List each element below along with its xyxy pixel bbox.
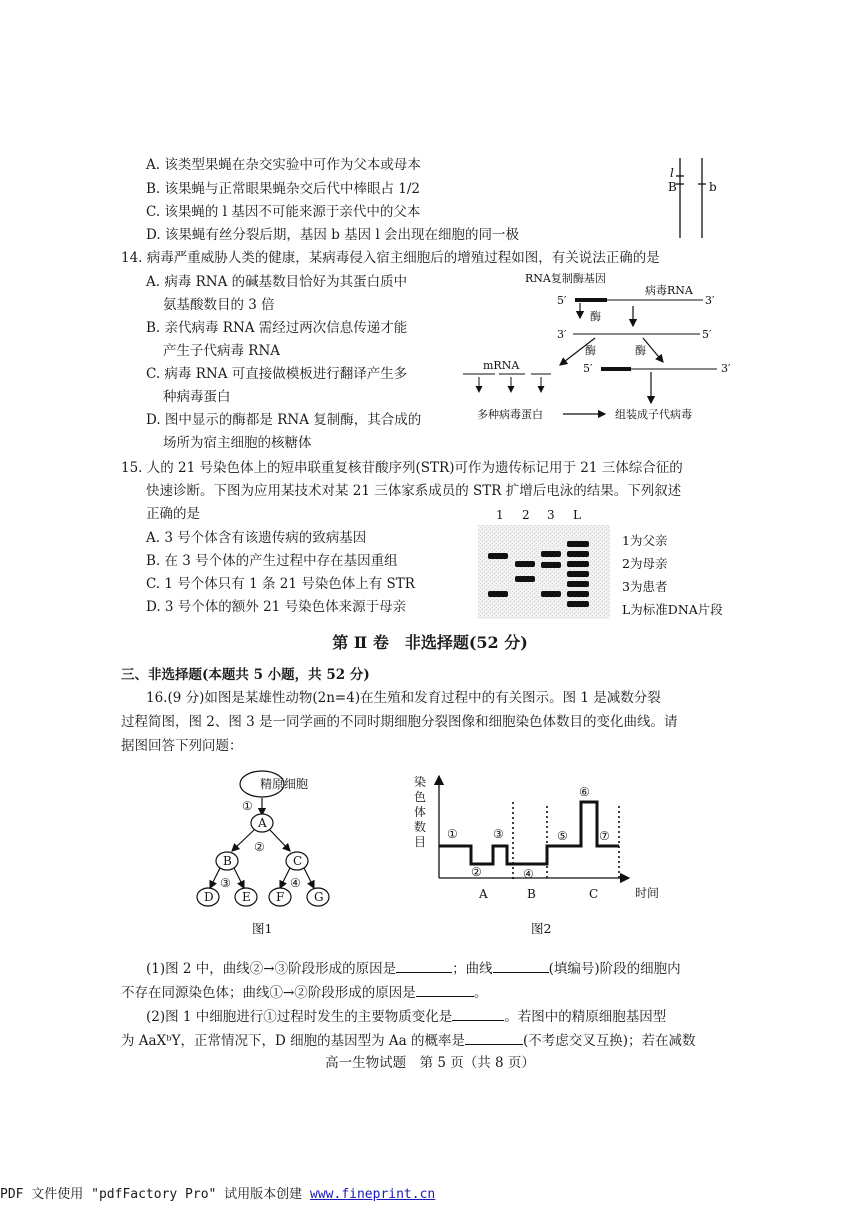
gel-lane-3-label: 3 bbox=[547, 508, 555, 522]
q16-stem-line1: 16.(9 分)如图是某雄性动物(2n=4)在生殖和发育过程中的有关图示。图 1 是减数分裂 bbox=[146, 690, 661, 706]
gel-band bbox=[488, 591, 508, 597]
spermatogonium-label: 精原细胞 bbox=[260, 777, 309, 791]
q13-option-c: C. 该果蝇的 l 基因不可能来源于亲代中的父本 bbox=[146, 204, 421, 220]
answer-blank-5[interactable] bbox=[465, 1030, 523, 1045]
q14-enzyme-1: 酶 bbox=[590, 310, 601, 323]
gel-legend-father: 1为父亲 bbox=[622, 533, 668, 548]
q15-option-c: C. 1 号个体只有 1 条 21 号染色体上有 STR bbox=[146, 576, 415, 592]
fig2-stage-2: ② bbox=[471, 865, 482, 879]
gel-lane-2-label: 2 bbox=[522, 508, 530, 522]
fig2-stage-7: ⑦ bbox=[599, 829, 610, 843]
q13-option-b: B. 该果蝇与正常眼果蝇杂交后代中棒眼占 1/2 bbox=[146, 181, 421, 197]
q16-stem-line2: 过程简图，图 2、图 3 是一同学画的不同时期细胞分裂图像和细胞染色体数目的变化曲线。请 bbox=[121, 714, 678, 730]
gel-lane-L-label: L bbox=[573, 508, 581, 522]
step-1-label: ① bbox=[242, 799, 253, 813]
cell-E-label: E bbox=[242, 890, 251, 904]
q14-three-prime-2: 3′ bbox=[557, 328, 567, 341]
q16-sub2-line1: (2)图 1 中细胞进行①过程时发生的主要物质变化是 。若图中的精原细胞基因型 bbox=[146, 1006, 666, 1026]
q14-mrna-label: mRNA bbox=[483, 359, 520, 372]
fineprint-link[interactable]: www.fineprint.cn bbox=[310, 1187, 436, 1202]
fig2-phase-C: C bbox=[589, 887, 599, 901]
fig2-stage-1: ① bbox=[447, 827, 458, 841]
fig2-curve bbox=[439, 802, 619, 864]
q14-enzyme-3: 酶 bbox=[635, 344, 646, 357]
fig2-ylabel-2: 色 bbox=[414, 790, 427, 804]
cell-C-label: C bbox=[293, 854, 303, 868]
step-2-label: ② bbox=[254, 840, 265, 854]
q14-gene-label: RNA复制酶基因 bbox=[525, 272, 606, 285]
gel-band bbox=[567, 551, 589, 557]
answer-blank-3[interactable] bbox=[416, 982, 474, 997]
step-4-label: ④ bbox=[290, 876, 301, 890]
q15-stem-line3: 正确的是 bbox=[146, 506, 200, 522]
q14-viral-rna-label: 病毒RNA bbox=[645, 284, 693, 297]
fig2-stage-4: ④ bbox=[523, 867, 534, 881]
q16-sub1-line1: (1)图 2 中，曲线②→③阶段形成的原因是 ；曲线 (填编号)阶段的细胞内 bbox=[146, 958, 681, 978]
q15-option-d: D. 3 号个体的额外 21 号染色体来源于母亲 bbox=[146, 599, 407, 615]
q14-five-prime-1: 5′ bbox=[557, 294, 567, 307]
answer-blank-2[interactable] bbox=[493, 958, 549, 973]
gel-background bbox=[478, 525, 610, 619]
cell-G-label: G bbox=[314, 890, 324, 904]
q13-gene-B: B bbox=[668, 180, 677, 194]
q14-virus-diagram bbox=[455, 268, 755, 428]
fig2-stage-5: ⑤ bbox=[557, 829, 568, 843]
q16-stem-line3: 据图回答下列问题： bbox=[121, 738, 243, 754]
gel-band bbox=[515, 561, 535, 567]
q15-stem-line2: 快速诊断。下图为应用某技术对某 21 三体家系成员的 STR 扩增后电泳的结果。下列叙述 bbox=[146, 483, 682, 499]
fig2-phase-A: A bbox=[479, 887, 488, 901]
fig2-stage-6: ⑥ bbox=[579, 785, 590, 799]
q13-option-a: A. 该类型果蝇在杂交实验中可作为父本或母本 bbox=[146, 157, 421, 173]
q14-proteins-label: 多种病毒蛋白 bbox=[477, 408, 543, 421]
q16-sub2-line2: 为 AaXᵇY，正常情况下，D 细胞的基因型为 Aa 的概率是 (不考虑交叉互换)；若在减数 bbox=[121, 1030, 696, 1050]
q16-figure1-meiosis-tree bbox=[180, 765, 360, 945]
q16-sub1-line2: 不存在同源染色体；曲线①→②阶段形成的原因是 。 bbox=[121, 982, 487, 1002]
gel-band bbox=[567, 601, 589, 607]
q15-stem-line1: 15. 人的 21 号染色体上的短串联重复核苷酸序列(STR)可作为遗传标记用于 21 三体综合征的 bbox=[121, 460, 683, 476]
q14-option-b-line2: 产生子代病毒 RNA bbox=[163, 343, 281, 359]
q13-gene-l: l bbox=[670, 166, 674, 180]
q14-five-prime-3: 5′ bbox=[583, 362, 593, 375]
gel-lane-1-label: 1 bbox=[496, 508, 504, 522]
gel-band bbox=[567, 541, 589, 547]
cell-A-label: A bbox=[258, 816, 267, 830]
cell-D-label: D bbox=[204, 890, 214, 904]
fig2-ylabel-3: 体 bbox=[414, 805, 427, 819]
gel-band bbox=[488, 553, 508, 559]
q15-option-a: A. 3 号个体含有该遗传病的致病基因 bbox=[146, 530, 367, 546]
gel-band bbox=[567, 561, 589, 567]
q13-option-d: D. 该果蝇有丝分裂后期，基因 b 基因 l 会出现在细胞的同一极 bbox=[146, 227, 520, 243]
q15-gel-figure bbox=[470, 505, 770, 620]
gel-band bbox=[567, 591, 589, 597]
q14-option-b-line1: B. 亲代病毒 RNA 需经过两次信息传递才能 bbox=[146, 320, 408, 336]
answer-blank-1[interactable] bbox=[396, 958, 452, 973]
gel-legend-mother: 2为母亲 bbox=[622, 556, 668, 571]
pdf-factory-footer bbox=[0, 1183, 435, 1202]
step-3-label: ③ bbox=[220, 876, 231, 890]
gel-legend-ladder: L为标准DNA片段 bbox=[622, 602, 723, 617]
q14-enzyme-2: 酶 bbox=[585, 344, 596, 357]
q13-chromosome-figure bbox=[660, 150, 720, 240]
fig2-stage-3: ③ bbox=[493, 827, 504, 841]
cell-F-label: F bbox=[276, 890, 285, 904]
q14-option-a-line2: 氨基酸数目的 3 倍 bbox=[163, 297, 275, 313]
gel-band bbox=[541, 591, 561, 597]
gel-band bbox=[541, 551, 561, 557]
gel-band bbox=[541, 562, 561, 568]
gel-band bbox=[567, 581, 589, 587]
q14-assemble-label: 组装成子代病毒 bbox=[615, 408, 692, 421]
fig2-phase-B: B bbox=[527, 887, 536, 901]
figure2-caption: 图2 bbox=[531, 921, 552, 936]
fig2-xlabel: 时间 bbox=[635, 886, 660, 900]
q15-option-b: B. 在 3 号个体的产生过程中存在基因重组 bbox=[146, 553, 398, 569]
q14-option-a-line1: A. 病毒 RNA 的碱基数目恰好为其蛋白质中 bbox=[146, 274, 408, 290]
fig2-ylabel-1: 染 bbox=[414, 775, 427, 789]
answer-blank-4[interactable] bbox=[452, 1006, 504, 1021]
gel-band bbox=[567, 571, 589, 577]
section-title: 第 Ⅱ 卷 非选择题(52 分) bbox=[332, 633, 528, 652]
q14-option-c-line2: 种病毒蛋白 bbox=[163, 389, 231, 405]
q14-five-prime-2: 5′ bbox=[702, 328, 712, 341]
section-heading: 三、非选择题(本题共 5 小题，共 52 分) bbox=[121, 667, 370, 683]
q14-stem: 14. 病毒严重威胁人类的健康，某病毒侵入宿主细胞后的增殖过程如图，有关说法正确的是 bbox=[121, 250, 660, 266]
q14-option-d-line1: D. 图中显示的酶都是 RNA 复制酶，其合成的 bbox=[146, 412, 422, 428]
q16-figure2-chromosome-curve bbox=[405, 770, 685, 945]
fig2-ylabel-5: 目 bbox=[414, 835, 427, 849]
fig2-ylabel-4: 数 bbox=[414, 820, 427, 834]
q13-gene-b: b bbox=[709, 180, 717, 194]
q14-option-d-line2: 场所为宿主细胞的核糖体 bbox=[163, 435, 312, 451]
q14-three-prime-1: 3′ bbox=[705, 294, 715, 307]
gel-legend-patient: 3为患者 bbox=[622, 579, 668, 594]
pdf-factory-text: PDF 文件使用 "pdfFactory Pro" 试用版本创建 bbox=[0, 1187, 311, 1202]
gel-band bbox=[515, 576, 535, 582]
q14-option-c-line1: C. 病毒 RNA 可直接做模板进行翻译产生多 bbox=[146, 366, 408, 382]
cell-B-label: B bbox=[223, 854, 232, 868]
page-footer: 高一生物试题 第 5 页（共 8 页） bbox=[325, 1055, 535, 1071]
q14-three-prime-3: 3′ bbox=[721, 362, 731, 375]
figure1-caption: 图1 bbox=[252, 921, 273, 936]
